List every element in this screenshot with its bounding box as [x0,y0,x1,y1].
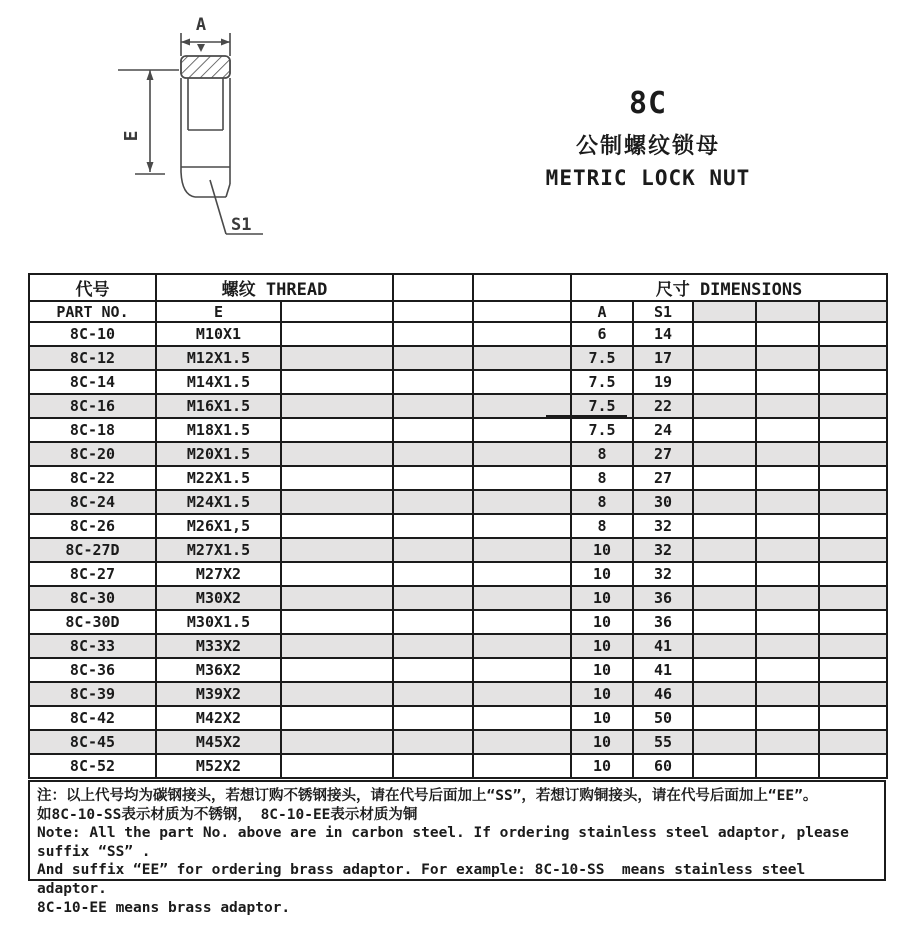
cell-empty [393,658,473,682]
cell-empty [281,706,393,730]
cell-empty [693,346,756,370]
header-thread-group: 螺纹 THREAD [156,274,393,301]
cell-empty [281,730,393,754]
cell-dim-s1: 36 [633,610,693,634]
cell-empty [693,394,756,418]
header-spacer [393,301,473,322]
dimension-label-e: E [121,130,142,142]
cell-part-no: 8C-10 [29,322,156,346]
table-row [29,538,887,562]
cell-thread-e: M45X2 [156,730,281,754]
cell-dim-s1: 36 [633,586,693,610]
cell-empty [393,562,473,586]
cell-dim-a: 8 [571,466,633,490]
cell-empty [693,490,756,514]
cell-thread-e: M14X1.5 [156,370,281,394]
cell-empty [756,634,819,658]
cell-empty [393,730,473,754]
cell-empty [819,466,887,490]
table-row [29,394,887,418]
cell-empty [393,610,473,634]
cell-empty [393,754,473,778]
cell-part-no: 8C-42 [29,706,156,730]
header-col-e: E [156,301,281,322]
product-title-zh: 公制螺纹锁母 [575,134,720,159]
table-row [29,514,887,538]
cell-dim-a: 10 [571,658,633,682]
cell-empty [473,610,571,634]
cell-empty [756,730,819,754]
cell-thread-e: M42X2 [156,706,281,730]
cell-empty [693,418,756,442]
cell-part-no: 8C-27D [29,538,156,562]
cell-dim-s1: 27 [633,466,693,490]
cell-dim-a: 7.5 [571,370,633,394]
cell-empty [281,442,393,466]
cell-empty [473,442,571,466]
cell-empty [473,538,571,562]
cell-dim-a: 7.5 [571,394,633,418]
cell-dim-s1: 27 [633,442,693,466]
cell-dim-s1: 41 [633,634,693,658]
header-spacer [473,301,571,322]
product-code: 8C [628,86,668,121]
cell-dim-a: 10 [571,562,633,586]
cell-dim-s1: 32 [633,538,693,562]
cell-empty [756,370,819,394]
cell-empty [756,586,819,610]
cell-part-no: 8C-27 [29,562,156,586]
note-line: 注：以上代号均为碳钢接头，若想订购不锈钢接头，请在代号后面加上“SS”，若想订购铜接头，请在代号后面加上“EE”。 [37,788,818,804]
cell-thread-e: M10X1 [156,322,281,346]
cell-dim-s1: 30 [633,490,693,514]
cell-dim-a: 7.5 [571,418,633,442]
cell-empty [473,418,571,442]
cell-empty [473,322,571,346]
header-part-no-zh: 代号 [29,274,156,301]
table-row [29,442,887,466]
cell-dim-a: 8 [571,514,633,538]
note-box [28,780,886,916]
cell-empty [693,754,756,778]
table-row [29,322,887,346]
cell-thread-e: M24X1.5 [156,490,281,514]
cell-empty [393,394,473,418]
cell-empty [693,514,756,538]
cell-empty [693,322,756,346]
cell-empty [756,610,819,634]
cell-empty [393,634,473,658]
cell-thread-e: M26X1,5 [156,514,281,538]
cell-thread-e: M27X1.5 [156,538,281,562]
cell-empty [819,586,887,610]
header-spacer [819,301,887,322]
cell-thread-e: M33X2 [156,634,281,658]
cell-dim-a: 10 [571,754,633,778]
table-row [29,706,887,730]
note-line: Note: All the part No. above are in carbon steel. If ordering stainless steel adaptor, please suffix “SS” . [37,825,858,860]
cell-empty [281,418,393,442]
table-row [29,658,887,682]
cell-empty [756,346,819,370]
cell-empty [756,658,819,682]
cell-empty [693,586,756,610]
cell-empty [819,730,887,754]
cell-empty [473,682,571,706]
cell-empty [693,562,756,586]
cell-dim-a: 8 [571,442,633,466]
cell-empty [693,442,756,466]
cell-empty [473,490,571,514]
cell-thread-e: M36X2 [156,658,281,682]
cell-dim-a: 10 [571,586,633,610]
cell-dim-s1: 32 [633,514,693,538]
cell-dim-a: 7.5 [571,346,633,370]
cell-thread-e: M52X2 [156,754,281,778]
table-row [29,466,887,490]
cell-empty [281,634,393,658]
cell-empty [473,634,571,658]
cell-empty [819,754,887,778]
header-col-s1: S1 [633,301,693,322]
dimension-label-s1: S1 [231,215,252,235]
cell-part-no: 8C-24 [29,490,156,514]
cell-empty [473,370,571,394]
cell-empty [281,682,393,706]
cell-thread-e: M22X1.5 [156,466,281,490]
cell-empty [819,418,887,442]
cell-part-no: 8C-33 [29,634,156,658]
product-title-en: METRIC LOCK NUT [545,166,751,190]
cell-empty [819,442,887,466]
cell-empty [393,418,473,442]
cell-empty [693,706,756,730]
cell-part-no: 8C-30D [29,610,156,634]
cell-empty [819,610,887,634]
note-line: 如8C-10-SS表示材质为不锈钢， 8C-10-EE表示材质为铜 [37,806,418,823]
header-part-no-en: PART NO. [29,301,156,322]
cell-empty [281,586,393,610]
cell-empty [756,538,819,562]
table-row [29,730,887,754]
note-line: 8C-10-EE means brass adaptor. [37,899,291,916]
cell-part-no: 8C-22 [29,466,156,490]
cell-dim-a: 10 [571,538,633,562]
cell-empty [473,730,571,754]
cell-part-no: 8C-45 [29,730,156,754]
table-row [29,346,887,370]
cell-empty [393,442,473,466]
cell-empty [393,370,473,394]
table-row [29,682,887,706]
cell-empty [819,490,887,514]
cell-part-no: 8C-26 [29,514,156,538]
cell-dim-s1: 17 [633,346,693,370]
cell-empty [756,394,819,418]
note-line: And suffix “EE” for ordering brass adaptor. For example: 8C-10-SS means stainless steel adaptor. [37,862,814,897]
cell-empty [693,658,756,682]
cell-empty [819,514,887,538]
cell-dim-s1: 50 [633,706,693,730]
cell-empty [393,586,473,610]
cell-dim-a: 10 [571,682,633,706]
cell-part-no: 8C-39 [29,682,156,706]
cell-empty [393,682,473,706]
cell-dim-s1: 46 [633,682,693,706]
cell-empty [693,682,756,706]
cell-empty [473,586,571,610]
cell-empty [393,490,473,514]
cell-empty [756,682,819,706]
table-row [29,418,887,442]
cell-dim-s1: 41 [633,658,693,682]
cell-empty [281,754,393,778]
cell-empty [756,418,819,442]
cell-empty [473,754,571,778]
cell-dim-a: 10 [571,610,633,634]
cell-empty [693,466,756,490]
cell-dim-a: 8 [571,490,633,514]
cell-dim-s1: 32 [633,562,693,586]
cell-empty [281,346,393,370]
cell-empty [281,658,393,682]
cell-empty [393,706,473,730]
cell-part-no: 8C-12 [29,346,156,370]
cell-dim-s1: 14 [633,322,693,346]
cell-thread-e: M27X2 [156,562,281,586]
header-spacer [756,301,819,322]
lock-nut-drawing [113,6,303,254]
cell-part-no: 8C-18 [29,418,156,442]
cell-thread-e: M20X1.5 [156,442,281,466]
cell-part-no: 8C-30 [29,586,156,610]
cell-dim-s1: 55 [633,730,693,754]
cell-empty [281,514,393,538]
cell-part-no: 8C-14 [29,370,156,394]
header-spacer [281,301,393,322]
cell-empty [473,706,571,730]
header-dimensions-group: 尺寸 DIMENSIONS [571,274,887,301]
cell-empty [756,754,819,778]
cell-empty [819,322,887,346]
header-spacer [473,274,571,301]
header-spacer [393,274,473,301]
cell-empty [756,706,819,730]
cell-empty [281,394,393,418]
dimension-label-a: A [195,15,207,35]
cell-empty [473,466,571,490]
cell-empty [819,562,887,586]
cell-dim-s1: 19 [633,370,693,394]
table-row [29,490,887,514]
cell-empty [281,562,393,586]
title-block [478,86,818,190]
cell-empty [819,634,887,658]
cell-dim-s1: 22 [633,394,693,418]
cell-empty [819,370,887,394]
table-row [29,562,887,586]
cell-empty [473,562,571,586]
cell-empty [693,730,756,754]
cell-empty [756,322,819,346]
cell-empty [281,322,393,346]
cell-empty [819,706,887,730]
cell-part-no: 8C-16 [29,394,156,418]
cell-dim-a: 10 [571,730,633,754]
cell-thread-e: M30X2 [156,586,281,610]
cell-empty [393,538,473,562]
cell-thread-e: M18X1.5 [156,418,281,442]
cell-empty [281,538,393,562]
cell-empty [819,394,887,418]
cell-thread-e: M30X1.5 [156,610,281,634]
cell-thread-e: M39X2 [156,682,281,706]
cell-dim-s1: 60 [633,754,693,778]
cell-empty [281,610,393,634]
cell-empty [756,562,819,586]
cell-empty [819,538,887,562]
table-body [29,322,887,778]
spec-table [28,273,888,779]
cell-part-no: 8C-36 [29,658,156,682]
cell-dim-a: 6 [571,322,633,346]
cell-dim-s1: 24 [633,418,693,442]
table-row [29,754,887,778]
table-row [29,586,887,610]
cell-empty [281,490,393,514]
table-row [29,634,887,658]
cell-empty [819,346,887,370]
cell-empty [281,466,393,490]
cell-empty [281,370,393,394]
header-col-a: A [571,301,633,322]
header-spacer [693,301,756,322]
cell-part-no: 8C-20 [29,442,156,466]
cell-empty [756,490,819,514]
cell-empty [693,370,756,394]
cell-thread-e: M16X1.5 [156,394,281,418]
cell-empty [756,442,819,466]
cell-empty [819,682,887,706]
cell-dim-a: 10 [571,706,633,730]
cell-empty [473,658,571,682]
cell-empty [693,610,756,634]
cell-empty [473,346,571,370]
cell-empty [473,514,571,538]
table-row [29,370,887,394]
table-row [29,610,887,634]
cell-thread-e: M12X1.5 [156,346,281,370]
cell-part-no: 8C-52 [29,754,156,778]
cell-empty [756,514,819,538]
cell-empty [393,346,473,370]
cell-dim-a: 10 [571,634,633,658]
cell-empty [393,514,473,538]
cell-empty [393,466,473,490]
stray-underline-mark [546,415,627,417]
cell-empty [693,634,756,658]
cell-empty [693,538,756,562]
cell-empty [819,658,887,682]
cell-empty [393,322,473,346]
cell-empty [756,466,819,490]
